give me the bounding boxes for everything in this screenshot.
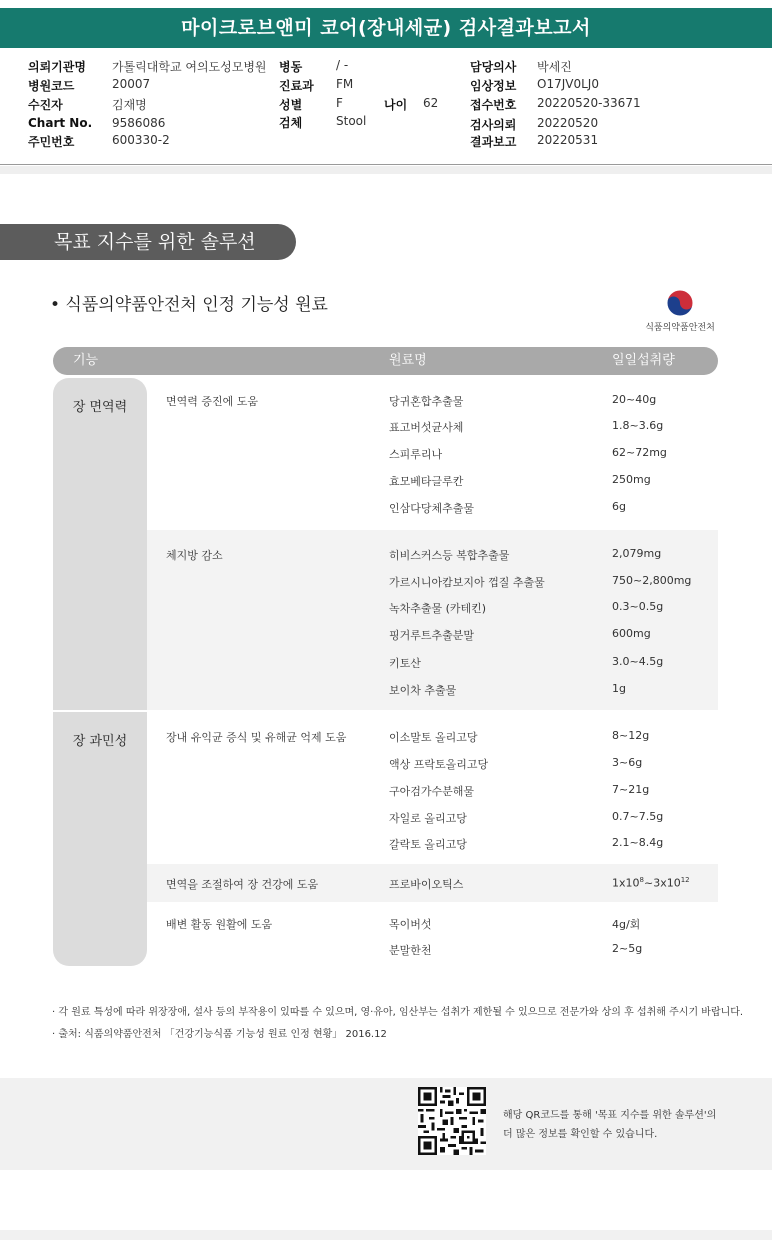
function-label: 배변 활동 원활에 도움 [166,918,273,931]
info-label: 검체 [279,116,303,130]
info-value: 가톨릭대학교 여의도성모병원 [112,60,267,74]
info-value: Stool [336,114,367,128]
footnotes [52,1002,743,1046]
function-label: 면역을 조절하여 장 건강에 도움 [166,878,319,891]
ingredient-cell: 갈락토 올리고당 [389,838,467,851]
function-label: 면역력 증진에 도움 [166,395,259,408]
info-label: 접수번호 [470,98,517,112]
dose-cell: 0.3~0.5g [612,600,664,613]
header-ingredient: 원료명 [389,353,427,368]
category-cell [53,378,147,710]
taegeuk-icon [665,288,695,318]
dose-cell: 600mg [612,627,651,640]
dose-cell: 1.8~3.6g [612,419,664,432]
info-label: 수진자 [28,98,63,112]
info-label: 성별 [279,98,303,112]
info-label: 결과보고 [470,135,517,149]
info-label: 나이 [384,98,408,112]
ingredient-cell: 표고버섯균사체 [389,421,464,434]
qr-code-icon[interactable] [418,1087,486,1155]
info-label: 주민번호 [28,135,75,149]
ingredient-cell: 핑거루트추출분말 [389,629,475,642]
info-value: 20220531 [537,133,599,147]
dose-cell: 6g [612,500,626,513]
dose-cell [612,876,690,890]
divider-band [0,166,772,174]
ingredient-cell: 액상 프락토올리고당 [389,758,489,771]
dose-cell: 1g [612,682,626,695]
dose-cell: 2~5g [612,942,643,955]
info-label: 검사의뢰 [470,118,517,132]
info-label: 병동 [279,60,303,74]
ingredient-cell: 이소말토 올리고당 [389,731,478,744]
info-label: 임상정보 [470,79,517,93]
dose-cell: 8~12g [612,729,650,742]
section-title: 목표 지수를 위한 솔루션 [0,224,296,260]
dose-cell: 2.1~8.4g [612,836,664,849]
header-dose: 일일섭취량 [612,353,675,368]
header-function: 기능 [73,353,99,368]
dose-cell: 250mg [612,473,651,486]
info-label: 진료과 [279,79,314,93]
info-value: 김재명 [112,98,147,112]
info-value: 600330-2 [112,133,170,147]
info-value: 20007 [112,77,151,91]
dose-exponent: 12 [680,876,690,884]
mfds-label: 식품의약품안전처 [645,323,715,333]
dose-cell: 2,079mg [612,547,662,560]
ingredient-cell: 보이차 추출물 [389,684,457,697]
ingredient-cell: 키토산 [389,657,421,670]
category-name: 장 과민성 [72,734,128,749]
dose-cell: 7~21g [612,783,650,796]
patient-info [0,55,772,165]
info-value: O17JV0LJ0 [537,77,599,91]
info-label: 병원코드 [28,79,75,93]
info-value: 20220520 [537,116,599,130]
report-title: 마이크로브앤미 코어(장내세균) 검사결과보고서 [0,8,772,48]
ingredient-cell: 녹차추출물 (카테킨) [389,602,487,615]
dose-base: 1x10 [612,876,640,890]
qr-description [503,1106,716,1144]
info-label: Chart No. [28,116,93,130]
mfds-logo [625,288,735,333]
info-value: 9586086 [112,116,166,130]
function-label: 장내 유익균 증식 및 유해균 억제 도움 [166,731,347,744]
qr-text-line: 해당 QR코드를 통해 '목표 지수를 위한 솔루션'의 [503,1110,717,1121]
dose-cell: 0.7~7.5g [612,810,664,823]
info-value: 20220520-33671 [537,96,641,110]
dose-mid: ~3x10 [643,876,681,890]
ingredient-cell: 인삼다당체추출물 [389,502,475,515]
info-value: F [336,96,343,110]
ingredient-cell: 당귀혼합추출물 [389,395,464,408]
ingredient-cell: 프로바이오틱스 [389,878,464,891]
category-name: 장 면역력 [72,400,128,415]
bottom-band [0,1230,772,1240]
ingredient-cell: 히비스커스등 복합추출물 [389,549,510,562]
info-value: 박세진 [537,60,572,74]
info-value: 62 [423,96,439,110]
ingredient-cell: 자일로 올리고당 [389,812,467,825]
ingredient-cell: 가르시니아캄보지아 껍질 추출물 [389,576,545,589]
dose-cell: 3~6g [612,756,643,769]
info-label: 담당의사 [470,60,517,74]
function-label: 체지방 감소 [166,549,223,562]
ingredient-cell: 효모베타글루칸 [389,475,464,488]
dose-exponent: 8 [639,876,644,884]
table-header [53,347,718,375]
footnote: · 각 원료 특성에 따라 위장장애, 설사 등의 부작용이 있따를 수 있으며, 영·유아, 임산부는 섭취가 제한될 수 있으므로 전문가와 상의 후 섭취해 주시기 바랍니다. [52,1007,744,1018]
dose-cell: 3.0~4.5g [612,655,664,668]
ingredient-cell: 구아검가수분해물 [389,785,475,798]
info-value: FM [336,77,354,91]
footnote: · 출처: 식품의약품안전처 「건강기능식품 기능성 원료 인정 현황」 2016.12 [52,1029,387,1040]
qr-text-line: 더 많은 정보를 확인할 수 있습니다. [503,1129,658,1140]
ingredient-cell: 목이버섯 [389,918,432,931]
dose-cell: 20~40g [612,393,657,406]
ingredient-cell: 스피루리나 [389,448,443,461]
sub-title: • 식품의약품안전처 인정 기능성 원료 [50,295,328,315]
dose-cell: 4g/회 [612,918,641,931]
info-value: / - [336,58,349,72]
info-label: 의뢰기관명 [28,60,86,74]
dose-cell: 62~72mg [612,446,667,459]
dose-cell: 750~2,800mg [612,574,692,587]
ingredient-cell: 분말한천 [389,944,432,957]
category-cell [53,712,147,966]
